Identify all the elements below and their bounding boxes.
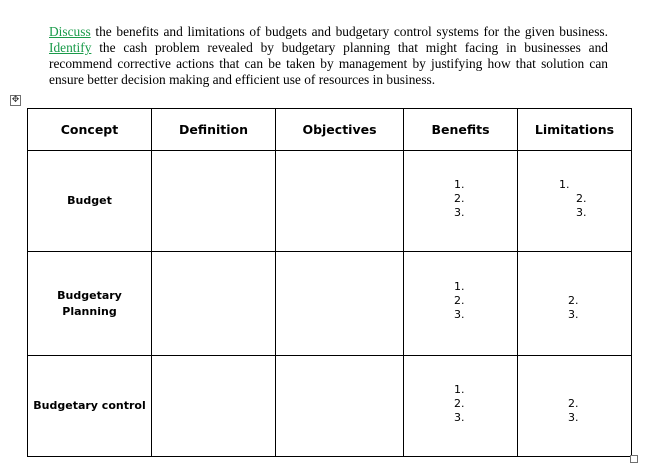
header-concept: Concept (28, 109, 152, 151)
benefits-list (454, 178, 465, 220)
list-item: 2. (576, 192, 587, 205)
table-row-budgetary-planning (28, 252, 632, 356)
table-row-budgetary-control (28, 356, 632, 457)
list-item: 3. (568, 308, 579, 321)
list-item: 2. (454, 294, 465, 307)
list-item: 3. (568, 411, 579, 424)
table-row-budget (28, 151, 632, 252)
list-item: 3. (454, 308, 465, 321)
header-limitations: Limitations (518, 109, 632, 151)
objectives-cell[interactable] (276, 252, 404, 356)
instruction-text-2: the cash problem revealed by budgetary planning that might facing in businesses and recommend corrective actions that can be taken by management by justifying how that solution can ensure better decision making and efficient use of resources in business. (49, 40, 608, 87)
objectives-cell[interactable] (276, 356, 404, 457)
limitations-cell[interactable] (518, 151, 632, 252)
benefits-list (454, 383, 465, 425)
instruction-paragraph (49, 24, 608, 88)
limitations-list (568, 294, 579, 322)
header-definition: Definition (152, 109, 276, 151)
objectives-cell[interactable] (276, 151, 404, 252)
concept-cell[interactable] (28, 151, 152, 252)
list-item: 3. (454, 411, 465, 424)
limitations-list-item-1 (559, 178, 570, 192)
concept-cell[interactable] (28, 356, 152, 457)
list-item: 1. (559, 178, 570, 191)
list-item: 1. (454, 383, 465, 396)
list-item: 2. (454, 192, 465, 205)
concept-label-line1: Budgetary (57, 288, 122, 302)
benefits-cell[interactable] (404, 356, 518, 457)
list-item: 3. (454, 206, 465, 219)
header-benefits: Benefits (404, 109, 518, 151)
benefits-cell[interactable] (404, 151, 518, 252)
instruction-text-1: the benefits and limitations of budgets and budgetary control systems for the given business. (90, 24, 608, 39)
limitations-list (576, 192, 587, 220)
definition-cell[interactable] (152, 151, 276, 252)
table-move-handle-icon[interactable]: ✥ (11, 95, 20, 105)
list-item: 2. (454, 397, 465, 410)
limitations-cell[interactable] (518, 356, 632, 457)
benefits-cell[interactable] (404, 252, 518, 356)
discuss-link[interactable]: Discuss (49, 24, 91, 39)
table-resize-handle-icon[interactable] (630, 455, 638, 463)
list-item: 2. (568, 294, 579, 307)
definition-cell[interactable] (152, 356, 276, 457)
list-item: 1. (454, 178, 465, 191)
list-item: 2. (568, 397, 579, 410)
concept-label: Budgetary control (33, 399, 146, 412)
concept-label: Budget (67, 194, 112, 207)
table-header-row (28, 109, 632, 151)
list-item: 3. (576, 206, 587, 219)
identify-link[interactable]: Identify (49, 40, 92, 55)
header-objectives: Objectives (276, 109, 404, 151)
definition-cell[interactable] (152, 252, 276, 356)
concept-cell[interactable] (28, 252, 152, 356)
limitations-list (568, 397, 579, 425)
concept-label-line2: Planning (62, 304, 117, 318)
benefits-list (454, 280, 465, 322)
budget-concepts-table (27, 108, 632, 457)
list-item: 1. (454, 280, 465, 293)
limitations-cell[interactable] (518, 252, 632, 356)
